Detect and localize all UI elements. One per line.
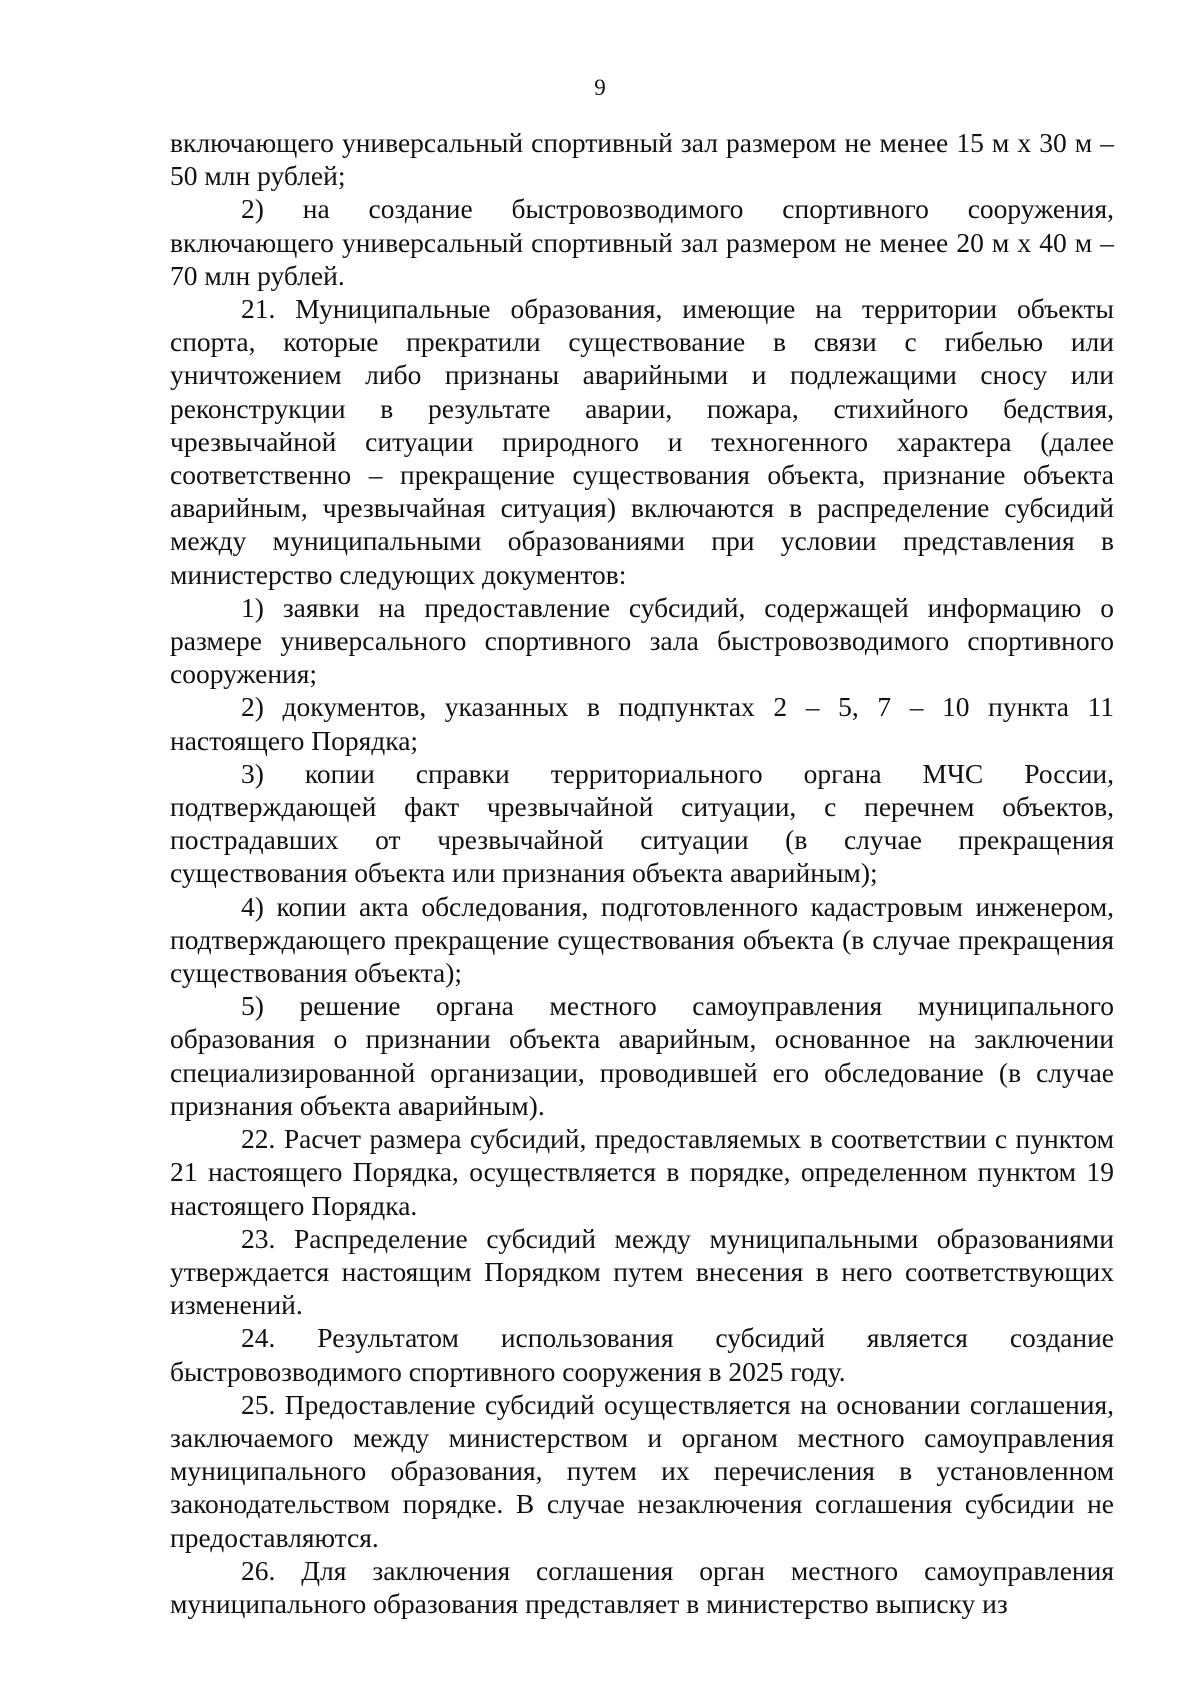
paragraph-clause-22: 22. Расчет размера субсидий, предоставляемых в соответствии с пунктом 21 настоящего Порядка, осуществляется в порядке, определенном пунктом 19 настоящего Порядка. [170,1123,1114,1221]
paragraph-clause-25: 25. Предоставление субсидий осуществляется на основании соглашения, заключаемого между министерством и органом местного самоуправления муниципального образования, путем их перечисления в установленном законодательством порядке. В случае незаключения соглашения субсидии не предоставляются. [170,1388,1114,1553]
paragraph-clause-21-item-3: 3) копии справки территориального органа МЧС России, подтверждающей факт чрезвычайной ситуации, с перечнем объектов, пострадавших от чрезвычайной ситуации (в случае прекращения существования объекта или признания объекта аварийным); [170,757,1114,889]
paragraph-clause-26: 26. Для заключения соглашения орган местного самоуправления муниципального образования представляет в министерство выписку из [170,1554,1114,1619]
paragraph-continuation: включающего универсальный спортивный зал размером не менее 15 м х 30 м – 50 млн рублей; [170,127,1114,192]
paragraph-clause-21-item-1: 1) заявки на предоставление субсидий, содержащей информацию о размере универсального спортивного зала быстровозводимого спортивного сооружения; [170,591,1114,690]
paragraph-clause-21-item-5: 5) решение органа местного самоуправления муниципального образования о признании объекта аварийным, основанное на заключении специализированной организации, проводившей его обследование (в случае признания объекта аварийным). [170,990,1114,1121]
paragraph-clause-21-item-2: 2) документов, указанных в подпунктах 2 – 5, 7 – 10 пункта 11 настоящего Порядка; [170,691,1114,756]
paragraph-clause-21-item-4: 4) копии акта обследования, подготовленного кадастровым инженером, подтверждающего прекращение существования объекта (в случае прекращения существования объекта); [170,890,1114,989]
paragraph-clause-23: 23. Распределение субсидий между муниципальными образованиями утверждается настоящим Порядком путем внесения в него соответствующих изменений. [170,1222,1114,1321]
paragraph-clause-24: 24. Результатом использования субсидий является создание быстровозводимого спортивного сооружения в 2025 году. [170,1322,1114,1387]
document-body [170,126,1114,1620]
paragraph-clause-21: 21. Муниципальные образования, имеющие на территории объекты спорта, которые прекратили существование в связи с гибелью или уничтожением либо признаны аварийными и подлежащими сносу или реконструкции в результате аварии, пожара, стихийного бедствия, чрезвычайной ситуации природного и техногенного характера (далее соответственно – прекращение существования объекта, признание объекта аварийным, чрезвычайная ситуация) включаются в распределение субсидий между муниципальными образованиями при условии представления в министерство следующих документов: [170,293,1114,590]
paragraph-subitem-2-70mln: 2) на создание быстровозводимого спортивного сооружения, включающего универсальный спортивный зал размером не менее 20 м х 40 м – 70 млн рублей. [170,193,1114,291]
page-number: 9 [594,75,606,100]
